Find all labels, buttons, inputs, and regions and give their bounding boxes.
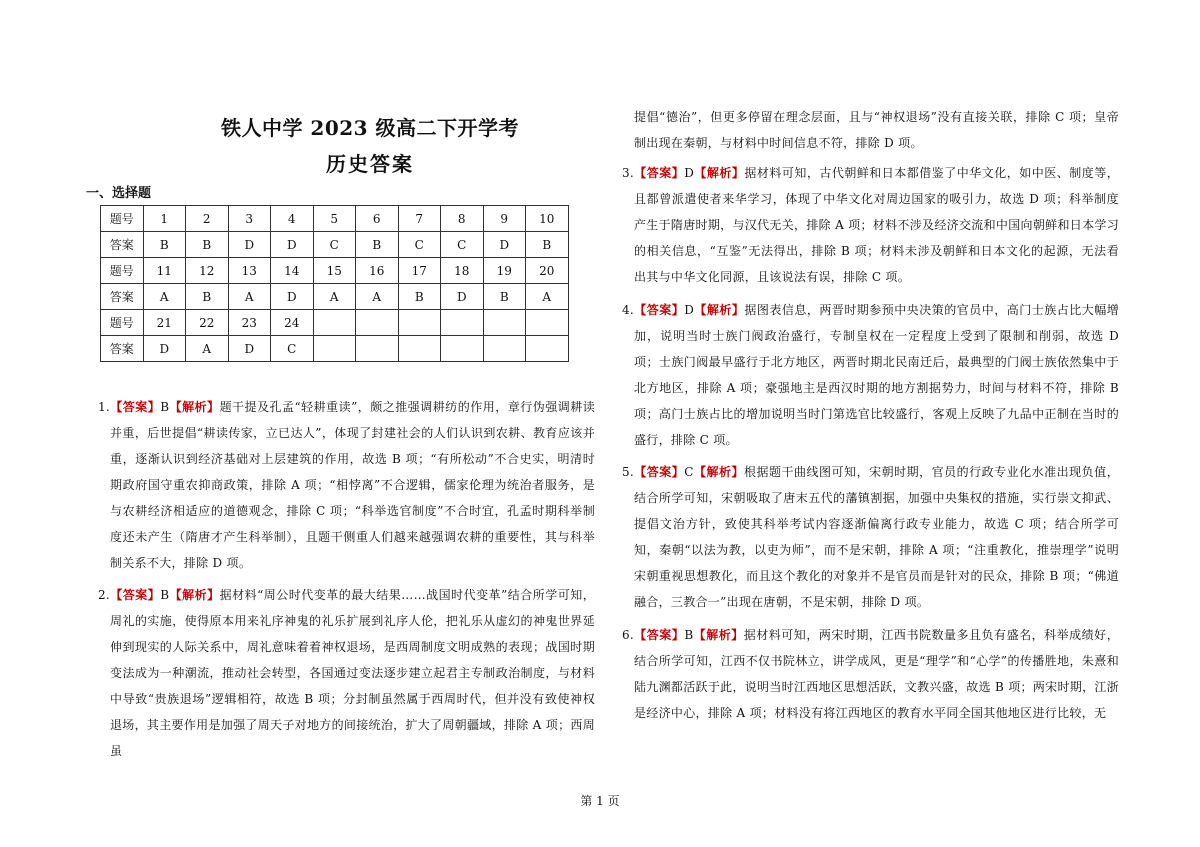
- page-title: 铁人中学 2023 级高二下开学考: [220, 116, 520, 140]
- table-cell: D: [228, 336, 271, 362]
- table-cell: B: [356, 232, 399, 258]
- table-cell: A: [526, 284, 569, 310]
- table-cell: [313, 310, 356, 336]
- answer-table-row: [101, 258, 569, 284]
- table-cell: 20: [526, 258, 569, 284]
- table-cell: 11: [143, 258, 186, 284]
- table-cell: [356, 310, 399, 336]
- table-cell: [398, 336, 441, 362]
- table-cell: 12: [186, 258, 229, 284]
- analysis-text: 据材料可知，古代朝鲜和日本都借鉴了中华文化，如中医、制度等，且都曾派遣使者来华学习，体现了中华文化对周边国家的吸引力，故选 D 项；科举制度产生于隋唐时期，与汉代无关，排除 A 项；材料不涉及经济交流和中国向朝鲜和日本学习的相关信息，“互鉴”无法得出，排除 B 项；材料未涉及朝鲜和日本文化的起源，无法看出其与中华文化同源，且该说法有误，排除 C 项。: [634, 166, 1120, 284]
- question-5: [622, 459, 1119, 615]
- question-number: 4.: [622, 303, 635, 317]
- analysis-text: 据图表信息，两晋时期参预中央决策的官员中，高门士族占比大幅增加，说明当时士族门阀政治盛行，专制皇权在一定程度上受到了限制和削弱，故选 D 项；士族门阀最早盛行于北方地区，两晋时期北民南迁后，最典型的门阀士族依然集中于北方地区，排除 A 项；豪强地主是西汉时期的地方割据势力，时间与材料不符，排除 B 项；高门士族占比的增加说明当时门第选官比较盛行，客观上反映了九品中正制在当时的盛行，排除 C 项。: [634, 303, 1120, 447]
- row-label: 答案: [101, 336, 144, 362]
- table-cell: 10: [526, 206, 569, 232]
- table-cell: C: [271, 336, 314, 362]
- answer-letter: D: [684, 303, 695, 317]
- row-label: 答案: [101, 232, 144, 258]
- analysis-tag: 【解析】: [694, 303, 745, 317]
- question-number: 2.: [98, 588, 111, 602]
- table-cell: 21: [143, 310, 186, 336]
- table-cell: [356, 336, 399, 362]
- table-cell: A: [228, 284, 271, 310]
- table-cell: D: [483, 232, 526, 258]
- question-number: 3.: [622, 166, 635, 180]
- answer-letter: B: [684, 628, 694, 642]
- table-cell: 22: [186, 310, 229, 336]
- answer-table-row: [101, 336, 569, 362]
- table-cell: [483, 336, 526, 362]
- table-cell: D: [441, 284, 484, 310]
- row-label: 答案: [101, 284, 144, 310]
- table-cell: C: [398, 232, 441, 258]
- answer-tag: 【答案】: [110, 588, 161, 602]
- answer-letter: B: [160, 400, 170, 414]
- analysis-text: 根据题干曲线图可知，宋朝时期，官员的行政专业化水准出现负值，结合所学可知，宋朝吸取了唐末五代的藩镇割据，加强中央集权的措施，实行崇文抑武、提倡文治方针，致使其科举考试内容逐渐偏离行政专业能力，故选 C 项；结合所学可知，秦朝“以法为教，以吏为师”，而不是宋朝，排除 A 项；“注重教化，推崇理学”说明宋朝重视思想教化，而且这个教化的对象并不是官员而是针对的民众，排除 B 项；“佛道融合，三教合一”出现在唐朝，不是宋朝，排除 D 项。: [634, 465, 1119, 609]
- analysis-text: 题干提及孔孟“轻耕重读”，颇之推强调耕纺的作用，章行伪强调耕读并重，后世提倡“耕读传家，立已达人”，体现了封建社会的人们认识到农耕、教育应该并重，逐渐认识到经济基础对上层建筑的作用，故选 B 项；“有所松动”不合史实，明清时期政府国守重农抑商政策，排除 A 项；“相悖离”不合逻辑，儒家伦理为统治者服务，是与农耕经济相适应的道德观念，排除 C 项；“科举选官制度”不合时宜，孔孟时期科举制度还未产生（隋唐才产生科举制），且题干侧重人们越来越强调农耕的重要性，其与科举制关系不大，排除 D 项。: [110, 400, 596, 570]
- answer-letter: D: [684, 166, 695, 180]
- table-cell: 14: [271, 258, 314, 284]
- answer-table-row: [101, 284, 569, 310]
- analysis-text: 据材料可知，两宋时期，江西书院数量多且负有盛名，科举成绩好，结合所学可知，江西不仅书院林立，讲学成风，更是“理学”和“心学”的传播胜地，朱熹和陆九渊都活跃于此，说明当时江西地区思想活跃，文教兴盛，故选 B 项；两宋时期，江浙是经济中心，排除 A 项；材料没有将江西地区的教育水平同全国其他地区进行比较，无: [634, 628, 1119, 720]
- analysis-tag: 【解析】: [694, 166, 745, 180]
- row-label: 题号: [101, 258, 144, 284]
- table-cell: B: [186, 232, 229, 258]
- question-number: 1.: [98, 400, 111, 414]
- table-cell: 18: [441, 258, 484, 284]
- analysis-text: 提倡“德治”，但更多停留在理念层面，且与“神权退场”没有直接关联，排除 C 项；皇帝制出现在秦朝，与材料中时间信息不符，排除 D 项。: [634, 110, 1119, 150]
- table-cell: 8: [441, 206, 484, 232]
- table-cell: 7: [398, 206, 441, 232]
- question-2-continued: [622, 104, 1119, 156]
- table-cell: B: [143, 232, 186, 258]
- analysis-tag: 【解析】: [693, 628, 744, 642]
- analysis-tag: 【解析】: [169, 588, 220, 602]
- question-2: [98, 582, 595, 764]
- table-cell: 17: [398, 258, 441, 284]
- table-cell: B: [526, 232, 569, 258]
- table-cell: 15: [313, 258, 356, 284]
- analysis-tag: 【解析】: [693, 465, 745, 479]
- table-cell: 19: [483, 258, 526, 284]
- table-cell: A: [313, 284, 356, 310]
- question-number: 5.: [622, 465, 635, 479]
- table-cell: D: [271, 232, 314, 258]
- table-cell: [526, 336, 569, 362]
- table-cell: 23: [228, 310, 271, 336]
- table-cell: A: [186, 336, 229, 362]
- table-cell: B: [483, 284, 526, 310]
- table-cell: B: [398, 284, 441, 310]
- question-number: 6.: [622, 628, 635, 642]
- answer-tag: 【答案】: [634, 166, 685, 180]
- table-cell: [398, 310, 441, 336]
- answer-table: [100, 205, 569, 362]
- question-3: [622, 160, 1119, 290]
- question-4: [622, 297, 1119, 453]
- answer-tag: 【答案】: [634, 303, 685, 317]
- table-cell: 16: [356, 258, 399, 284]
- table-cell: C: [441, 232, 484, 258]
- table-cell: [441, 310, 484, 336]
- table-cell: A: [143, 284, 186, 310]
- table-cell: D: [228, 232, 271, 258]
- table-cell: 6: [356, 206, 399, 232]
- answer-letter: C: [684, 465, 694, 479]
- question-1: [98, 394, 595, 576]
- answer-table-row: [101, 232, 569, 258]
- table-cell: 13: [228, 258, 271, 284]
- answer-letter: B: [160, 588, 170, 602]
- table-cell: 3: [228, 206, 271, 232]
- table-cell: 1: [143, 206, 186, 232]
- table-cell: [313, 336, 356, 362]
- table-cell: D: [143, 336, 186, 362]
- table-cell: A: [356, 284, 399, 310]
- answer-table-row: [101, 310, 569, 336]
- analysis-tag: 【解析】: [169, 400, 220, 414]
- table-cell: 9: [483, 206, 526, 232]
- page-number: 第 1 页: [580, 794, 620, 808]
- table-cell: [441, 336, 484, 362]
- table-cell: [526, 310, 569, 336]
- table-cell: B: [186, 284, 229, 310]
- answer-tag: 【答案】: [110, 400, 161, 414]
- row-label: 题号: [101, 310, 144, 336]
- answer-tag: 【答案】: [634, 465, 685, 479]
- analysis-text: 据材料“周公时代变革的最大结果……战国时代变革”结合所学可知，周礼的实施，使得原本用来礼序神鬼的礼乐扩展到礼序人伦，把礼乐从虚幻的神鬼世界延伸到现实的人际关系中，周礼意味着着神权退场，是西周制度文明成熟的表现；战国时期变法成为一种潮流，推动社会转型，各国通过变法逐步建立起君主专制政治制度，与材料中导致“贵族退场”逻辑相符，故选 B 项；分封制虽然属于西周时代，但并没有致使神权退场，其主要作用是加强了周天子对地方的间接统治，扩大了周朝疆域，排除 A 项；西周虽: [110, 588, 596, 758]
- answer-table-row: [101, 206, 569, 232]
- table-cell: 5: [313, 206, 356, 232]
- table-cell: 2: [186, 206, 229, 232]
- table-cell: C: [313, 232, 356, 258]
- table-cell: [483, 310, 526, 336]
- page-subtitle: 历史答案: [326, 152, 414, 176]
- answer-tag: 【答案】: [634, 628, 685, 642]
- table-cell: 24: [271, 310, 314, 336]
- table-cell: 4: [271, 206, 314, 232]
- table-cell: D: [271, 284, 314, 310]
- question-6: [622, 622, 1119, 726]
- section-heading: 一、选择题: [86, 186, 152, 201]
- row-label: 题号: [101, 206, 144, 232]
